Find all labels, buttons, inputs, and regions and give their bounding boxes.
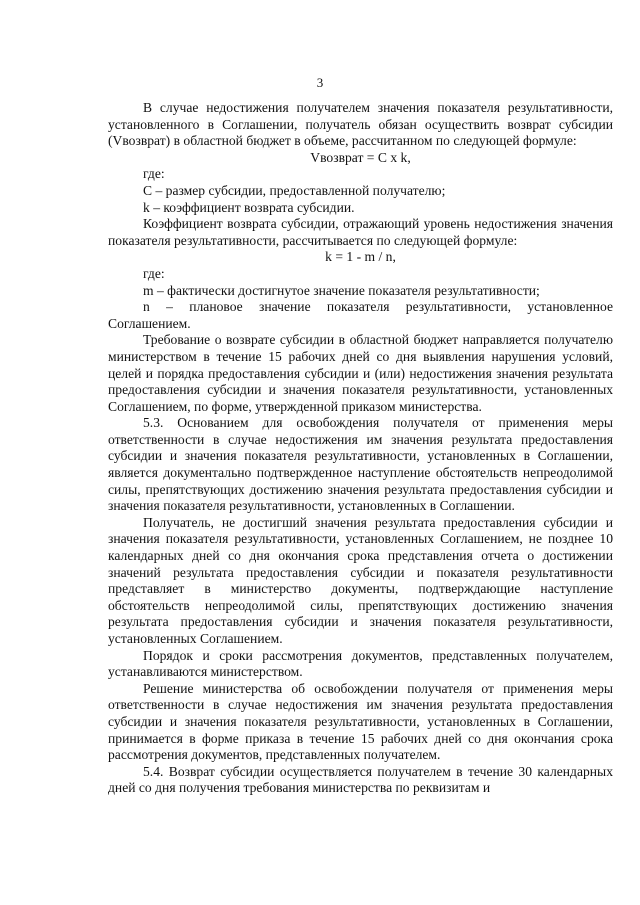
definition-c: C – размер субсидии, предоставленной получателю;	[143, 182, 446, 198]
paragraph-5-4: 5.4. Возврат субсидии осуществляется получателем в течение 30 календарных дней со дня получения требования министерства по реквизитам и	[108, 763, 613, 796]
where-label: где:	[143, 166, 165, 182]
where-label: где:	[143, 265, 165, 281]
definition-n: n – плановое значение показателя результативности, установленное Соглашением.	[108, 299, 613, 331]
page-number: 3	[316, 75, 324, 90]
definition-m: m – фактически достигнутое значение показателя результативности;	[143, 282, 540, 298]
formula-refund: Vвозврат = C x k,	[310, 149, 411, 165]
paragraph-review-procedure: Порядок и сроки рассмотрения документов, представленных получателем, устанавливаются министерством.	[108, 647, 613, 680]
paragraph-5-3: 5.3. Основанием для освобождения получателя от применения меры ответственности в случае недостижения им значения результата предоставления субсидии и значения показателя результативности, установленных в Соглашении, является документально подтвержденное наступление обстоятельств непреодолимой силы, препятствующих достижению значения результата предоставления субсидии и значения показателя результативности, установленных в Соглашении.	[108, 415, 613, 514]
paragraph-refund-demand: Требование о возврате субсидии в областной бюджет направляется получателю министерством в течение 15 рабочих дней со дня выявления нарушения условий, целей и порядка предоставления субсидии и (или) недостижения значения результата предоставления субсидии и значения показателя результативности, установленных Соглашением, по форме, утвержденной приказом министерства.	[108, 332, 613, 414]
paragraph-ministry-decision: Решение министерства об освобождении получателя от применения меры ответственности в случае недостижения им значения результата предоставления субсидии и значения показателя результативности, установленных в Соглашении, принимается в форме приказа в течение 15 рабочих дней со дня окончания срока рассмотрения документов, представленных получателем.	[108, 680, 613, 763]
paragraph-coefficient: Коэффициент возврата субсидии, отражающий уровень недостижения значения показателя результативности, рассчитывается по следующей формуле:	[108, 216, 613, 248]
definition-k: k – коэффициент возврата субсидии.	[143, 199, 355, 215]
document-body	[108, 100, 613, 797]
paragraph-recipient-documents: Получатель, не достигший значения результата предоставления субсидии и значения показателя результативности, установленных Соглашением, не позднее 10 календарных дней со дня окончания срока представления отчета о достижении значений результата предоставления субсидии и показателя результативности представляет в министерство документы, подтверждающие наступление обстоятельств непреодолимой силы, препятствующих достижению значения результата предоставления субсидии и значения показателя результативности, установленных Соглашением.	[108, 514, 613, 646]
formula-coefficient: k = 1 - m / n,	[325, 249, 396, 265]
paragraph-refund-condition: В случае недостижения получателем значения показателя результативности, установленного в Соглашении, получатель обязан осуществить возврат субсидии (Vвозврат) в областной бюджет в объеме, рассчитанном по следующей формуле:	[108, 100, 613, 149]
